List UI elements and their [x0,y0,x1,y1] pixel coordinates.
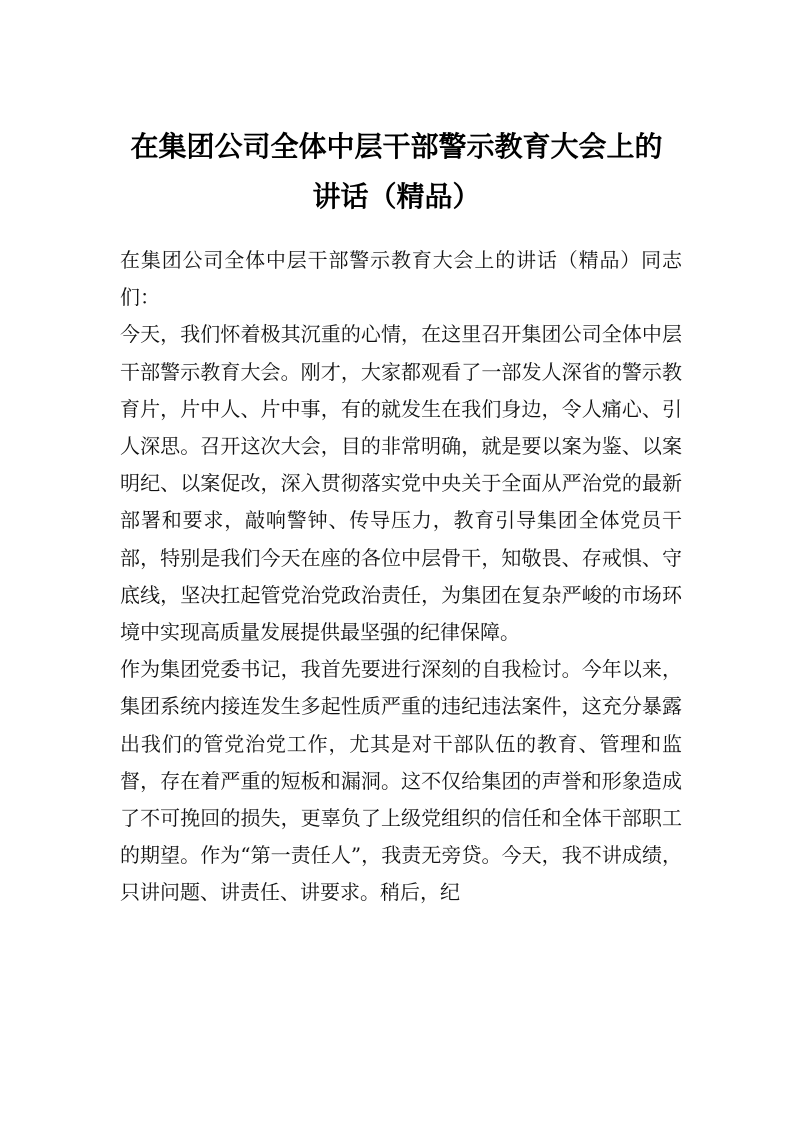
document-body [120,242,682,912]
document-title: 在集团公司全体中层干部警示教育大会上的讲话（精品） [130,130,663,213]
paragraph-2: 今天，我们怀着极其沉重的心情，在这里召开集团公司全体中层干部警示教育大会。刚才，大家都观看了一部发人深省的警示教育片，片中人、片中事，有的就发生在我们身边，令人痛心、引人深思。召开这次大会，目的非常明确，就是要以案为鉴、以案明纪、以案促改，深入贯彻落实党中央关于全面从严治党的最新部署和要求，敲响警钟、传导压力，教育引导集团全体党员干部，特别是我们今天在座的各位中层骨干，知敬畏、存戒惧、守底线，坚决扛起管党治党政治责任，为集团在复杂严峻的市场环境中实现高质量发展提供最坚强的纪律保障。 [120,322,682,645]
paragraph-3: 作为集团党委书记，我首先要进行深刻的自我检讨。今年以来，集团系统内接连发生多起性质严重的违纪违法案件，这充分暴露出我们的管党治党工作，尤其是对干部队伍的教育、管理和监督，存在着严重的短板和漏洞。这不仅给集团的声誉和形象造成了不可挽回的损失，更辜负了上级党组织的信任和全体干部职工的期望。作为“第一责任人”，我责无旁贷。今天，我不讲成绩，只讲问题、讲责任、讲要求。稍后，纪 [120,657,682,905]
paragraph-1: 在集团公司全体中层干部警示教育大会上的讲话（精品）同志们： [120,248,682,310]
